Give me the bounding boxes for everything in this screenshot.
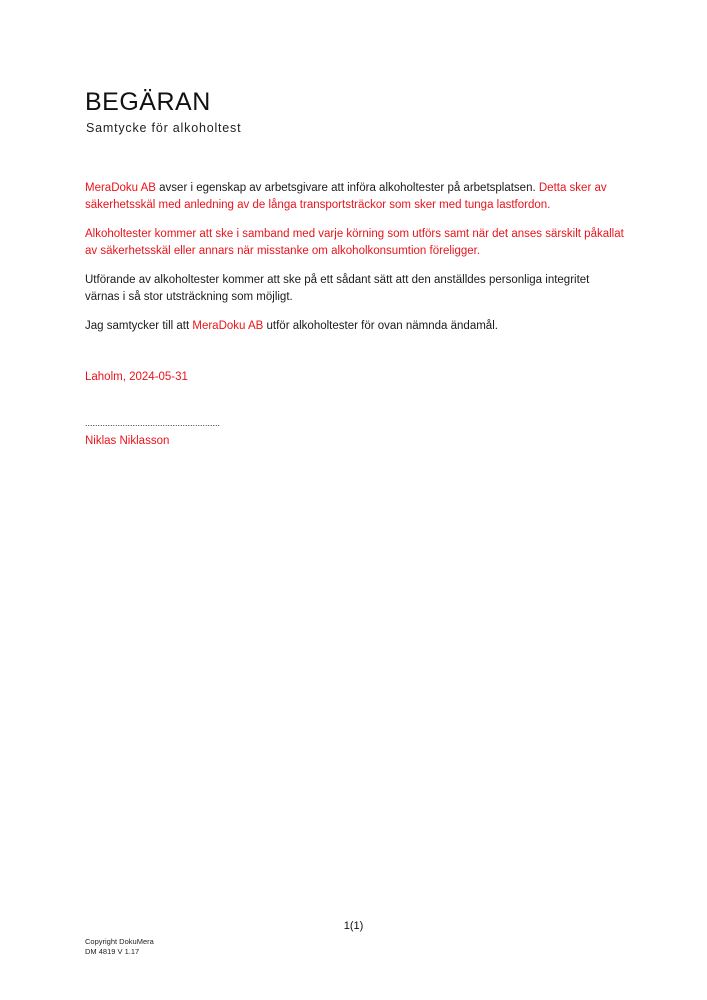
document-title: BEGÄRAN <box>85 88 211 116</box>
signature-line: ...................................................... <box>85 418 221 428</box>
footer <box>85 937 154 957</box>
paragraph-intent <box>85 180 625 214</box>
paragraph-intent-text: avser i egenskap av arbetsgivare att införa alkoholtester på arbetsplatsen. <box>155 182 539 194</box>
paragraph-intent-reason: Detta sker av säkerhetsskäl med anledning av de långa transportsträckor som sker med tunga lastfordon. <box>85 182 607 211</box>
document-subtitle: Samtycke för alkoholtest <box>86 121 242 135</box>
signer-name: Niklas Niklasson <box>85 435 170 447</box>
footer-copyright: Copyright DokuMera <box>85 937 154 946</box>
paragraph-consent <box>85 318 625 335</box>
paragraph-consent-text-a: Jag samtycker till att <box>85 320 193 332</box>
place-date: Laholm, 2024-05-31 <box>85 371 188 383</box>
footer-version: DM 4819 V 1.17 <box>85 947 140 956</box>
paragraph-integrity: Utförande av alkoholtester kommer att ske på ett sådant sätt att den anställdes personliga integritet värnas i så stor utsträckning som möjligt. <box>85 274 590 303</box>
paragraph-consent-text-b: utför alkoholtester för ovan nämnda ändamål. <box>263 320 498 332</box>
company-name: MeraDoku AB <box>192 320 264 332</box>
document-body <box>85 180 625 347</box>
page-number: 1(1) <box>343 920 364 932</box>
paragraph-testing-conditions: Alkoholtester kommer att ske i samband med varje körning som utförs samt när det anses särskilt påkallat av säkerhetsskäl eller annars när misstanke om alkoholkonsumtion föreligger. <box>85 228 624 257</box>
company-name: MeraDoku AB <box>85 182 156 194</box>
